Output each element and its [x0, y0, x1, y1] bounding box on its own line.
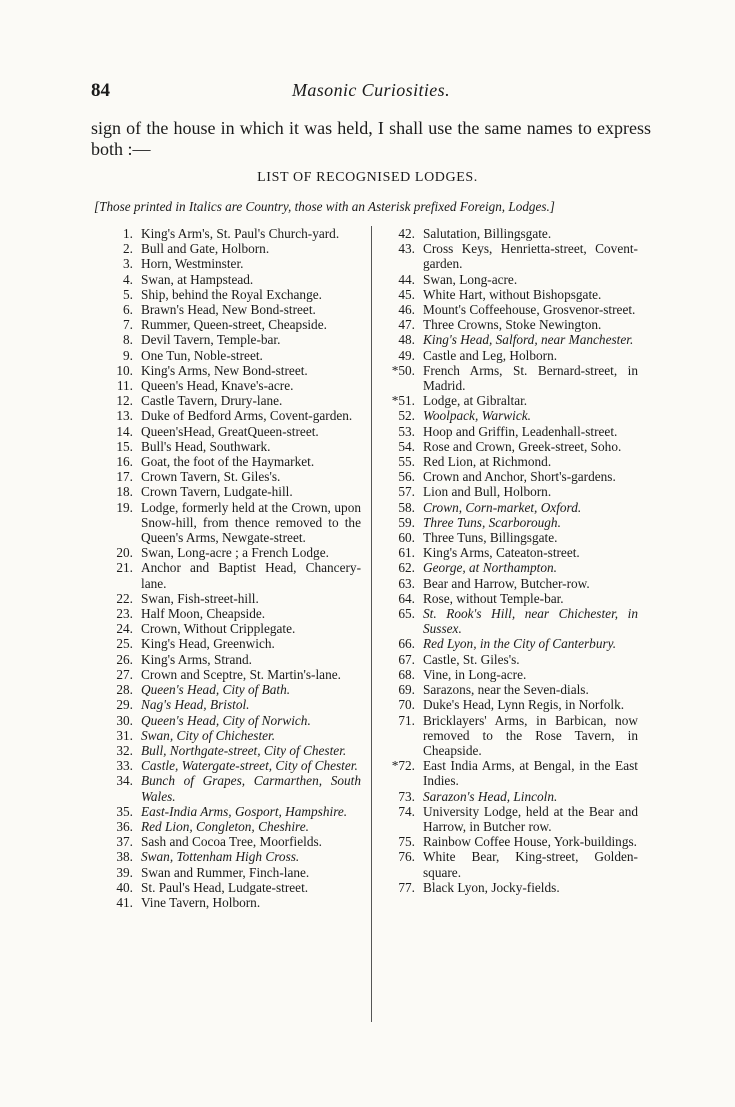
lodge-name: Bricklayers' Arms, in Barbican, now removed to the Rose Tavern, in Cheapside.	[423, 712, 638, 758]
lodge-entry	[99, 621, 361, 636]
lodge-name: Nag's Head, Bristol.	[141, 697, 250, 713]
lodge-name: Red Lyon, in the City of Canterbury.	[423, 636, 617, 652]
lodge-number: 2.	[123, 241, 133, 257]
lodge-name: White Bear, King-street, Golden-square.	[423, 849, 638, 880]
lodge-number: 34.	[116, 773, 133, 789]
lodge-entry	[381, 272, 638, 287]
lodge-name: Sash and Cocoa Tree, Moorfields.	[141, 834, 322, 850]
lodge-number: 54.	[398, 438, 415, 454]
lodge-number: 68.	[398, 666, 415, 682]
lodge-number: 3.	[123, 256, 133, 272]
lodge-name: Rummer, Queen-street, Cheapside.	[141, 317, 327, 333]
lodge-number: 20.	[116, 545, 133, 561]
lodge-entry	[381, 560, 638, 575]
lodge-name: Sarazon's Head, Lincoln.	[423, 788, 558, 804]
lodge-name: Duke's Head, Lynn Regis, in Norfolk.	[423, 697, 625, 713]
lodge-number: 17.	[116, 469, 133, 485]
lodge-number: 1.	[123, 226, 133, 241]
lodge-name: Duke of Bedford Arms, Covent-garden.	[141, 408, 353, 424]
lodge-number: 63.	[398, 575, 415, 591]
lodge-number: 19.	[116, 499, 133, 515]
lodge-number: 40.	[116, 879, 133, 895]
lodge-entry	[99, 834, 361, 849]
lodge-name: Castle Tavern, Drury-lane.	[141, 393, 283, 409]
lodge-number: 18.	[116, 484, 133, 500]
lodge-number: 22.	[116, 590, 133, 606]
lodge-entry	[99, 713, 361, 728]
lodge-name: Crown and Anchor, Short's-gardens.	[423, 469, 616, 485]
lodge-number: 62.	[398, 560, 415, 576]
lodge-number: 21.	[116, 560, 133, 576]
lodge-name: Lodge, at Gibraltar.	[423, 393, 528, 409]
lodge-name: Mount's Coffeehouse, Grosvenor-street.	[423, 302, 636, 318]
lodge-number: 11.	[116, 378, 133, 394]
lodge-entry	[381, 317, 638, 332]
lodge-entry	[99, 728, 361, 743]
lodge-entry	[99, 226, 361, 241]
lodge-entry	[381, 652, 638, 667]
lodge-entry	[381, 348, 638, 363]
lodge-name: Bunch of Grapes, Carmarthen, South Wales.	[141, 773, 361, 804]
lodge-name: Queen's Head, City of Norwich.	[141, 712, 311, 728]
lodge-entry	[381, 591, 638, 606]
lodge-entry	[99, 439, 361, 454]
lodge-number: 47.	[398, 317, 415, 333]
lodge-name: Bear and Harrow, Butcher-row.	[423, 575, 590, 591]
lodge-entry	[381, 439, 638, 454]
right-column	[381, 226, 638, 895]
lodge-name: Salutation, Billingsgate.	[423, 226, 552, 241]
lodge-entry	[99, 348, 361, 363]
lodge-number: 35.	[116, 803, 133, 819]
lodge-number: 12.	[116, 393, 133, 409]
lodge-entry	[99, 606, 361, 621]
lodge-number: *51.	[391, 393, 415, 409]
lodge-entry	[381, 682, 638, 697]
lodge-name: Hoop and Griffin, Leadenhall-street.	[423, 423, 618, 439]
lodge-entry	[381, 606, 638, 636]
lodge-entry	[381, 849, 638, 879]
lodge-entry	[381, 393, 638, 408]
lodge-number: 4.	[123, 271, 133, 287]
lodge-entry	[381, 530, 638, 545]
lodge-number: 65.	[398, 606, 415, 622]
lodge-name: Ship, behind the Royal Exchange.	[141, 286, 322, 302]
lodge-entry	[381, 697, 638, 712]
lodge-entry	[99, 256, 361, 271]
lodge-entry	[381, 545, 638, 560]
lodge-entry	[99, 287, 361, 302]
lodge-name: Lodge, formerly held at the Crown, upon Snow-hill, from thence removed to the Queen's Arms, Newgate-street.	[141, 499, 361, 546]
lodge-entry	[381, 500, 638, 515]
lodge-name: Castle, St. Giles's.	[423, 651, 520, 667]
lodge-entry	[381, 636, 638, 651]
lodge-entry	[99, 332, 361, 347]
lodge-number: 73.	[398, 788, 415, 804]
lodge-number: 74.	[398, 803, 415, 819]
lodge-number: 42.	[398, 226, 415, 241]
lodge-name: Queen's Head, City of Bath.	[141, 682, 291, 698]
lodge-name: King's Head, Greenwich.	[141, 636, 275, 652]
lodge-name: Swan, City of Chichester.	[141, 727, 276, 743]
lodge-name: Castle and Leg, Holborn.	[423, 347, 558, 363]
lodge-entry	[99, 393, 361, 408]
lodge-name: Sarazons, near the Seven-dials.	[423, 682, 589, 698]
lodge-number: 27.	[116, 666, 133, 682]
lodge-name: Crown and Sceptre, St. Martin's-lane.	[141, 666, 341, 682]
lodge-number: 69.	[398, 682, 415, 698]
lodge-name: King's Arms, Cateaton-street.	[423, 545, 580, 561]
lodge-number: 30.	[116, 712, 133, 728]
lodge-number: 52.	[398, 408, 415, 424]
lodge-entry	[99, 804, 361, 819]
lodge-name: Red Lion, at Richmond.	[423, 454, 552, 470]
page-header	[91, 80, 651, 104]
lodge-entry	[381, 241, 638, 271]
lodge-number: 48.	[398, 332, 415, 348]
lodge-name: Brawn's Head, New Bond-street.	[141, 302, 316, 318]
lodge-number: 77.	[398, 879, 415, 895]
lodge-number: 38.	[116, 849, 133, 865]
lodge-number: 36.	[116, 818, 133, 834]
lodge-name: Cross Keys, Henrietta-street, Covent-garden.	[423, 241, 638, 272]
lodge-entry	[381, 789, 638, 804]
lodge-name: Crown Tavern, St. Giles's.	[141, 469, 281, 485]
lodge-entry	[381, 515, 638, 530]
lodge-number: 14.	[116, 423, 133, 439]
lodge-entry	[381, 576, 638, 591]
lodge-number: 59.	[398, 514, 415, 530]
lodge-name: One Tun, Noble-street.	[141, 347, 263, 363]
lodge-name: Horn, Westminster.	[141, 256, 244, 272]
lodge-name: Lion and Bull, Holborn.	[423, 484, 552, 500]
lodge-entry	[99, 560, 361, 590]
lodge-name: Black Lyon, Jocky-fields.	[423, 879, 560, 895]
lodge-name: Swan, Long-acre ; a French Lodge.	[141, 545, 329, 561]
lodge-name: East-India Arms, Gosport, Hampshire.	[141, 803, 348, 819]
lodge-entry	[99, 408, 361, 423]
lodge-number: 9.	[123, 347, 133, 363]
lodge-number: 71.	[398, 712, 415, 728]
lodge-number: 44.	[398, 271, 415, 287]
lodge-entry	[381, 880, 638, 895]
lodge-number: 56.	[398, 469, 415, 485]
lodge-entry	[381, 454, 638, 469]
lodge-name: George, at Northampton.	[423, 560, 557, 576]
lodge-name: University Lodge, held at the Bear and Harrow, in Butcher row.	[423, 803, 638, 834]
lodge-name: Vine Tavern, Holborn.	[141, 894, 261, 910]
lodge-name: Bull's Head, Southwark.	[141, 438, 271, 454]
lodge-number: 31.	[116, 727, 133, 743]
lodge-entry	[99, 272, 361, 287]
lodge-entry	[99, 363, 361, 378]
lodge-number: 70.	[398, 697, 415, 713]
lodge-entry	[99, 378, 361, 393]
lodge-entry	[381, 804, 638, 834]
lodge-number: 6.	[123, 302, 133, 318]
lodge-name: Woolpack, Warwick.	[423, 408, 531, 424]
lodge-name: French Arms, St. Bernard-street, in Madrid.	[423, 362, 638, 394]
lodge-number: 5.	[123, 286, 133, 302]
lodge-number: 16.	[116, 454, 133, 470]
lodge-number: 8.	[123, 332, 133, 348]
lodge-name: Swan, Long-acre.	[423, 271, 518, 287]
lodge-name: Three Tuns, Billingsgate.	[423, 530, 558, 546]
lodge-number: 75.	[398, 834, 415, 850]
lodge-entry	[99, 241, 361, 256]
lodge-entry	[381, 834, 638, 849]
lodge-name: Swan and Rummer, Finch-lane.	[141, 864, 310, 880]
lodge-name: Rainbow Coffee House, York-buildings.	[423, 834, 637, 850]
lodge-number: 46.	[398, 302, 415, 318]
lodge-entry	[381, 424, 638, 439]
lodge-number: 60.	[398, 530, 415, 546]
lodge-number: 64.	[398, 590, 415, 606]
lodge-entry	[99, 682, 361, 697]
lodge-name: King's Arms, New Bond-street.	[141, 362, 308, 378]
lodge-number: 23.	[116, 606, 133, 622]
lodge-name: Vine, in Long-acre.	[423, 666, 527, 682]
lodge-number: 43.	[398, 241, 415, 257]
lodge-entry	[381, 226, 638, 241]
column-divider	[371, 226, 372, 1022]
lodge-entry	[99, 500, 361, 546]
running-title: Masonic Curiosities.	[291, 80, 450, 100]
list-title: LIST OF RECOGNISED LODGES.	[257, 170, 478, 185]
lodge-entry	[99, 469, 361, 484]
lodge-number: 10.	[116, 362, 133, 378]
lodge-number: 13.	[116, 408, 133, 424]
lodge-number: 37.	[116, 834, 133, 850]
lodge-entry	[381, 302, 638, 317]
lodge-number: 57.	[398, 484, 415, 500]
lodge-entry	[381, 713, 638, 759]
lodge-entry	[99, 819, 361, 834]
lodge-name: Red Lion, Congleton, Cheshire.	[141, 818, 309, 834]
lodge-name: Rose, without Temple-bar.	[423, 590, 564, 606]
lodge-name: Swan, at Hampstead.	[141, 271, 254, 287]
lodge-name: Rose and Crown, Greek-street, Soho.	[423, 438, 622, 454]
lodge-name: Queen's Head, Knave's-acre.	[141, 378, 294, 394]
lodge-name: Swan, Fish-street-hill.	[141, 590, 259, 606]
lodge-entry	[381, 408, 638, 423]
lodge-number: 66.	[398, 636, 415, 652]
lodge-entry	[99, 424, 361, 439]
lodge-entry	[99, 880, 361, 895]
lodge-name: Bull and Gate, Holborn.	[141, 241, 270, 257]
lodge-entry	[381, 287, 638, 302]
lodge-entry	[99, 697, 361, 712]
lodge-name: White Hart, without Bishopsgate.	[423, 286, 602, 302]
lodge-number: 7.	[123, 317, 133, 333]
lodge-entry	[99, 865, 361, 880]
lodge-number: *50.	[391, 362, 415, 378]
lodge-entry	[381, 363, 638, 393]
lodge-name: Bull, Northgate-street, City of Chester.	[141, 742, 347, 758]
lodge-number: 26.	[116, 651, 133, 667]
lodge-number: 58.	[398, 499, 415, 515]
lodge-entry	[381, 667, 638, 682]
lodge-number: 32.	[116, 742, 133, 758]
lodge-number: 39.	[116, 864, 133, 880]
lodge-entry	[381, 332, 638, 347]
lodge-entry	[381, 484, 638, 499]
lodge-entry	[99, 652, 361, 667]
lodge-entry	[99, 302, 361, 317]
lodge-entry	[99, 667, 361, 682]
lodge-entry	[99, 758, 361, 773]
lodge-name: King's Arm's, St. Paul's Church-yard.	[141, 226, 340, 241]
list-note: [Those printed in Italics are Country, those with an Asterisk prefixed Foreign, Lodges.]	[94, 199, 555, 214]
lodge-entry	[381, 469, 638, 484]
lodge-name: Anchor and Baptist Head, Chancery-lane.	[141, 560, 361, 591]
lodge-number: 49.	[398, 347, 415, 363]
lodge-name: Crown Tavern, Ludgate-hill.	[141, 484, 293, 500]
page-number: 84	[91, 80, 110, 101]
lodge-name: Goat, the foot of the Haymarket.	[141, 454, 315, 470]
lodge-number: 41.	[116, 894, 133, 910]
lodge-name: Swan, Tottenham High Cross.	[141, 849, 300, 865]
lodge-name: King's Head, Salford, near Manchester.	[423, 332, 634, 348]
lodge-number: 25.	[116, 636, 133, 652]
left-column	[99, 226, 361, 910]
lodge-number: 28.	[116, 682, 133, 698]
lodge-number: 55.	[398, 454, 415, 470]
intro-paragraph: sign of the house in which it was held, I shall use the same names to express both :—	[91, 118, 651, 159]
lodge-number: 33.	[116, 758, 133, 774]
lodge-name: Devil Tavern, Temple-bar.	[141, 332, 281, 348]
lodge-number: 24.	[116, 621, 133, 637]
lodge-name: Castle, Watergate-street, City of Chester.	[141, 758, 358, 774]
lodge-entry	[99, 317, 361, 332]
lodge-entry	[99, 545, 361, 560]
lodge-name: Queen'sHead, GreatQueen-street.	[141, 423, 319, 439]
lodge-number: 76.	[398, 849, 415, 865]
lodge-number: 61.	[398, 545, 415, 561]
lodge-number: 45.	[398, 286, 415, 302]
lodge-name: Half Moon, Cheapside.	[141, 606, 266, 622]
lodge-name: Three Tuns, Scarborough.	[423, 514, 561, 530]
lodge-number: 29.	[116, 697, 133, 713]
lodge-entry	[99, 484, 361, 499]
lodge-number: 53.	[398, 423, 415, 439]
lodge-entry	[381, 758, 638, 788]
lodge-entry	[99, 454, 361, 469]
lodge-name: Crown, Without Cripplegate.	[141, 621, 296, 637]
lodge-entry	[99, 849, 361, 864]
lodge-number: *72.	[391, 758, 415, 774]
lodge-entry	[99, 636, 361, 651]
lodge-entry	[99, 591, 361, 606]
lodge-entry	[99, 895, 361, 910]
lodge-entry	[99, 743, 361, 758]
lodge-name: St. Paul's Head, Ludgate-street.	[141, 879, 309, 895]
lodge-number: 67.	[398, 651, 415, 667]
lodge-name: St. Rook's Hill, near Chichester, in Sussex.	[423, 606, 638, 637]
lodge-name: East India Arms, at Bengal, in the East Indies.	[423, 758, 638, 789]
lodge-name: Crown, Corn-market, Oxford.	[423, 499, 582, 515]
lodge-number: 15.	[116, 438, 133, 454]
lodge-name: Three Crowns, Stoke Newington.	[423, 317, 602, 333]
lodge-entry	[99, 773, 361, 803]
lodge-name: King's Arms, Strand.	[141, 651, 252, 667]
